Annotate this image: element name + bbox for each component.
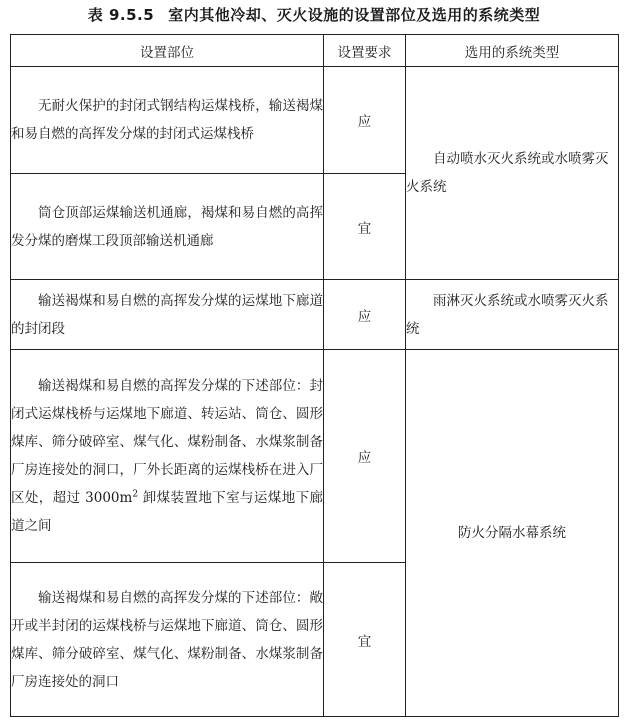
table-row (11, 350, 619, 563)
requirement-cell: 应 (324, 280, 406, 350)
system-cell: 防火分隔水幕系统 (406, 350, 619, 717)
location-text: 卸煤装置地下室与运煤地下廊道之间 (11, 490, 323, 534)
location-cell: 输送褐煤和易自燃的高挥发分煤的下述部位：敞开或半封闭的运煤栈桥与运煤地下廊道、筒仓、圆形煤库、筛分破碎室、煤气化、煤粉制备、水煤浆制备厂房连接处的洞口 (11, 563, 324, 717)
table-caption (0, 4, 628, 25)
table-number: 表 9.5.5 (87, 6, 155, 24)
header-system: 选用的系统类型 (406, 35, 619, 67)
table-title: 室内其他冷却、灭火设施的设置部位及选用的系统类型 (168, 6, 541, 24)
fire-facilities-table (10, 34, 619, 717)
header-location: 设置部位 (11, 35, 324, 67)
location-cell: 无耐火保护的封闭式钢结构运煤栈桥，输送褐煤和易自燃的高挥发分煤的封闭式运煤栈桥 (11, 67, 324, 174)
table-header-row (11, 35, 619, 67)
requirement-cell: 应 (324, 67, 406, 174)
system-cell: 自动喷水灭火系统或水喷雾灭火系统 (406, 67, 619, 280)
location-cell (11, 350, 324, 563)
area-unit-superscript: 2 (132, 489, 139, 500)
requirement-cell: 应 (324, 350, 406, 563)
location-text: 输送褐煤和易自燃的高挥发分煤的下述部位：封闭式运煤栈桥与运煤地下廊道、转运站、筒仓、圆形煤库、筛分破碎室、煤气化、煤粉制备、水煤浆制备厂房连接处的洞口，厂外长距离的运煤栈桥在进入厂区处，超过 3000m (11, 378, 323, 506)
table-row (11, 67, 619, 174)
table-row (11, 280, 619, 350)
location-cell: 输送褐煤和易自燃的高挥发分煤的运煤地下廊道的封闭段 (11, 280, 324, 350)
requirement-cell: 宜 (324, 174, 406, 280)
header-requirement: 设置要求 (324, 35, 406, 67)
system-cell: 雨淋灭火系统或水喷雾灭火系统 (406, 280, 619, 350)
location-cell: 筒仓顶部运煤输送机通廊，褐煤和易自燃的高挥发分煤的磨煤工段顶部输送机通廊 (11, 174, 324, 280)
requirement-cell: 宜 (324, 563, 406, 717)
